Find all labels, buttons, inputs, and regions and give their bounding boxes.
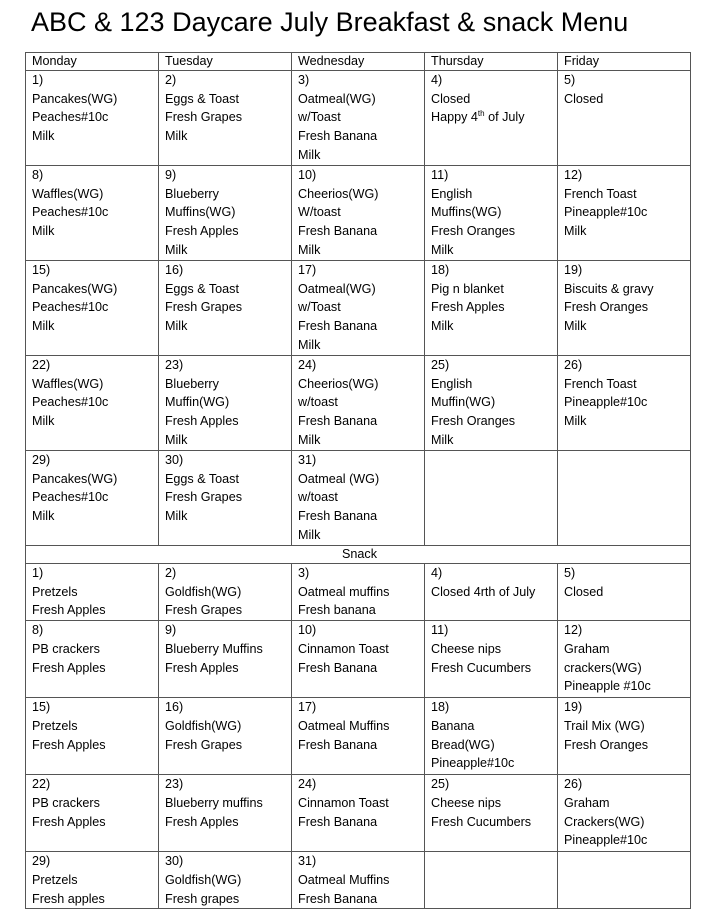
menu-line: Fresh Grapes: [165, 603, 242, 618]
menu-line: 22): [32, 777, 51, 792]
menu-line: Fresh Grapes: [165, 490, 242, 505]
menu-table-body: [26, 53, 691, 909]
snack-cell-monday: [26, 698, 159, 775]
menu-line: Milk: [298, 147, 321, 162]
menu-line: 12): [564, 623, 583, 638]
snack-cell-wednesday: [292, 698, 425, 775]
snack-cell-tuesday: [159, 775, 292, 852]
breakfast-cell-thursday: [425, 166, 558, 261]
menu-line: Fresh Banana: [298, 891, 378, 906]
menu-line: PB crackers: [32, 641, 100, 656]
snack-week-row: [26, 775, 691, 852]
menu-line: Milk: [564, 224, 587, 239]
snack-cell-monday: [26, 852, 159, 909]
breakfast-cell-thursday: [425, 356, 558, 451]
menu-line: French Toast: [564, 376, 637, 391]
snack-cell-thursday: [425, 698, 558, 775]
menu-line: 24): [298, 777, 317, 792]
menu-line: Waffles(WG): [32, 376, 104, 391]
menu-line: 4): [431, 73, 443, 87]
menu-line: Fresh Banana: [298, 224, 378, 239]
menu-line: Fresh Apples: [32, 737, 106, 752]
menu-line: Fresh Oranges: [564, 737, 648, 752]
menu-line: Fresh Oranges: [564, 300, 648, 315]
breakfast-week-row: [26, 451, 691, 546]
menu-line: Fresh Apples: [165, 414, 239, 429]
menu-line: Fresh Banana: [298, 414, 378, 429]
menu-line: Fresh Apples: [165, 224, 239, 239]
menu-line: Pancakes(WG): [32, 91, 118, 106]
breakfast-cell-friday: [558, 261, 691, 356]
breakfast-cell-monday: [26, 71, 159, 166]
menu-line: Muffin(WG): [165, 395, 230, 410]
menu-line: 10): [298, 168, 317, 182]
menu-line: 8): [32, 623, 44, 638]
snack-header-row: [26, 546, 691, 564]
snack-cell-friday: [558, 698, 691, 775]
menu-line: 9): [165, 168, 177, 182]
menu-line: Milk: [32, 414, 55, 429]
menu-line: Fresh Apples: [165, 660, 239, 675]
day-header-row: [26, 53, 691, 71]
menu-line: 4): [431, 566, 443, 580]
menu-line: Closed: [564, 584, 604, 599]
breakfast-cell-monday: [26, 451, 159, 546]
menu-line: 26): [564, 777, 583, 792]
menu-line: Milk: [32, 319, 55, 334]
menu-line: Milk: [165, 129, 188, 144]
menu-line: 29): [32, 854, 51, 869]
menu-line: 31): [298, 453, 317, 467]
snack-cell-friday: [558, 621, 691, 698]
menu-line: W/toast: [298, 205, 341, 220]
menu-line: Peaches#10c: [32, 300, 109, 315]
breakfast-week-row: [26, 356, 691, 451]
menu-line: Goldfish(WG): [165, 872, 242, 887]
menu-line: Peaches#10c: [32, 490, 109, 505]
day-header-friday: Friday: [558, 53, 691, 71]
menu-line: Fresh Apples: [32, 660, 106, 675]
menu-line: Happy 4th of July: [431, 109, 525, 125]
menu-line: Closed 4rth of July: [431, 584, 536, 599]
menu-line: Pancakes(WG): [32, 281, 118, 296]
menu-line: Muffins(WG): [431, 205, 502, 220]
menu-line: Milk: [298, 432, 321, 447]
menu-line: 9): [165, 623, 177, 638]
menu-line: Oatmeal muffins: [298, 584, 390, 599]
menu-line: Pineapple #10c: [564, 679, 651, 694]
page-title: ABC & 123 Daycare July Breakfast & snack Menu: [31, 7, 629, 37]
menu-line: Waffles(WG): [32, 186, 104, 201]
menu-line: Fresh Banana: [298, 737, 378, 752]
menu-line: Muffins(WG): [165, 205, 236, 220]
snack-cell-thursday: [425, 564, 558, 621]
snack-cell-wednesday: [292, 564, 425, 621]
snack-cell-thursday: [425, 852, 558, 909]
menu-line: Fresh grapes: [165, 891, 240, 906]
menu-line: Milk: [564, 319, 587, 334]
menu-line: w/toast: [298, 395, 338, 410]
snack-cell-thursday: [425, 621, 558, 698]
menu-line: w/Toast: [298, 300, 341, 315]
breakfast-cell-monday: [26, 261, 159, 356]
menu-line: Milk: [32, 509, 55, 524]
menu-line: 18): [431, 700, 450, 715]
menu-line: 11): [431, 623, 449, 638]
menu-line: 1): [32, 73, 44, 87]
menu-line: Milk: [431, 319, 454, 334]
day-header-thursday: Thursday: [425, 53, 558, 71]
menu-line: Closed: [564, 91, 604, 106]
menu-line: Fresh Apples: [431, 300, 505, 315]
menu-table: [25, 52, 691, 909]
breakfast-week-row: [26, 261, 691, 356]
menu-line: Oatmeal (WG): [298, 471, 380, 486]
breakfast-cell-monday: [26, 166, 159, 261]
menu-line: Pancakes(WG): [32, 471, 118, 486]
menu-line: 31): [298, 854, 317, 869]
menu-line: Oatmeal(WG): [298, 91, 376, 106]
menu-line: PB crackers: [32, 795, 100, 810]
menu-line: 16): [165, 700, 184, 715]
menu-line: Banana: [431, 718, 475, 733]
menu-line: Peaches#10c: [32, 110, 109, 125]
menu-line: Eggs & Toast: [165, 91, 239, 106]
menu-line: 25): [431, 358, 450, 372]
snack-cell-wednesday: [292, 621, 425, 698]
breakfast-cell-friday: [558, 166, 691, 261]
menu-line: 2): [165, 73, 177, 87]
menu-line: 12): [564, 168, 583, 182]
menu-line: 3): [298, 566, 310, 580]
menu-line: Fresh banana: [298, 603, 376, 618]
breakfast-week-row: [26, 166, 691, 261]
breakfast-cell-wednesday: [292, 261, 425, 356]
day-header-monday: Monday: [26, 53, 159, 71]
snack-cell-monday: [26, 621, 159, 698]
snack-week-row: [26, 852, 691, 909]
menu-line: 10): [298, 623, 317, 638]
menu-line: Pineapple#10c: [431, 756, 515, 771]
menu-line: Eggs & Toast: [165, 471, 239, 486]
menu-line: Blueberry: [165, 186, 219, 201]
menu-line: Blueberry Muffins: [165, 641, 263, 656]
menu-line: w/toast: [298, 490, 338, 505]
snack-cell-tuesday: [159, 852, 292, 909]
menu-line: Crackers(WG): [564, 814, 645, 829]
breakfast-cell-tuesday: [159, 356, 292, 451]
menu-line: 30): [165, 854, 184, 869]
menu-line: Fresh Grapes: [165, 110, 242, 125]
menu-line: Oatmeal Muffins: [298, 872, 390, 887]
menu-line: Goldfish(WG): [165, 718, 242, 733]
breakfast-cell-tuesday: [159, 166, 292, 261]
menu-line: Fresh Apples: [32, 603, 106, 618]
breakfast-cell-wednesday: [292, 356, 425, 451]
menu-line: Pretzels: [32, 718, 78, 733]
day-header-wednesday: Wednesday: [292, 53, 425, 71]
menu-line: 8): [32, 168, 44, 182]
menu-line: Peaches#10c: [32, 395, 109, 410]
breakfast-cell-thursday: [425, 261, 558, 356]
menu-line: Fresh Oranges: [431, 414, 515, 429]
breakfast-cell-friday: [558, 451, 691, 546]
snack-cell-monday: [26, 775, 159, 852]
menu-line: Fresh Banana: [298, 129, 378, 144]
menu-line: Fresh Cucumbers: [431, 660, 532, 675]
menu-line: 17): [298, 263, 317, 277]
menu-line: 17): [298, 700, 317, 715]
menu-line: Closed: [431, 91, 471, 106]
menu-line: Fresh Banana: [298, 660, 378, 675]
menu-line: Cheese nips: [431, 795, 502, 810]
snack-week-row: [26, 698, 691, 775]
menu-line: Pineapple#10c: [564, 833, 648, 848]
menu-line: English: [431, 186, 473, 201]
menu-line: 19): [564, 263, 583, 277]
breakfast-week-row: [26, 71, 691, 166]
breakfast-cell-monday: [26, 356, 159, 451]
breakfast-cell-tuesday: [159, 261, 292, 356]
breakfast-cell-friday: [558, 71, 691, 166]
snack-cell-friday: [558, 852, 691, 909]
menu-line: Biscuits & gravy: [564, 281, 654, 296]
breakfast-cell-thursday: [425, 451, 558, 546]
menu-line: 3): [298, 73, 310, 87]
menu-line: w/Toast: [298, 110, 341, 125]
menu-line: Cinnamon Toast: [298, 795, 389, 810]
menu-line: Fresh Grapes: [165, 300, 242, 315]
menu-line: Oatmeal Muffins: [298, 718, 390, 733]
menu-line: Fresh Banana: [298, 509, 378, 524]
menu-line: Fresh Grapes: [165, 737, 242, 752]
menu-line: Fresh Cucumbers: [431, 814, 532, 829]
snack-cell-thursday: [425, 775, 558, 852]
menu-line: 1): [32, 566, 44, 580]
menu-line: Milk: [165, 432, 188, 447]
snack-week-row: [26, 621, 691, 698]
menu-line: Pineapple#10c: [564, 205, 648, 220]
menu-line: Pineapple#10c: [564, 395, 648, 410]
menu-line: Fresh apples: [32, 891, 105, 906]
menu-line: crackers(WG): [564, 660, 642, 675]
menu-line: Milk: [298, 337, 321, 352]
menu-line: Pig n blanket: [431, 281, 504, 296]
snack-cell-tuesday: [159, 564, 292, 621]
menu-line: 19): [564, 700, 583, 715]
menu-line: Eggs & Toast: [165, 281, 239, 296]
menu-line: Fresh Apples: [32, 814, 106, 829]
snack-cell-friday: [558, 775, 691, 852]
breakfast-cell-tuesday: [159, 451, 292, 546]
menu-line: Trail Mix (WG): [564, 718, 645, 733]
menu-line: French Toast: [564, 186, 637, 201]
snack-cell-tuesday: [159, 698, 292, 775]
menu-line: Milk: [298, 242, 321, 257]
menu-line: 23): [165, 358, 184, 372]
breakfast-cell-wednesday: [292, 71, 425, 166]
snack-cell-wednesday: [292, 775, 425, 852]
menu-line: 5): [564, 73, 576, 87]
menu-line: Pretzels: [32, 584, 78, 599]
menu-line: Fresh Oranges: [431, 224, 515, 239]
menu-line: Milk: [431, 242, 454, 257]
menu-line: Oatmeal(WG): [298, 281, 376, 296]
menu-line: Blueberry: [165, 376, 219, 391]
menu-line: Cheese nips: [431, 641, 502, 656]
menu-line: Milk: [32, 129, 55, 144]
snack-cell-tuesday: [159, 621, 292, 698]
menu-line: Cheerios(WG): [298, 186, 379, 201]
menu-line: Fresh Banana: [298, 319, 378, 334]
menu-line: Fresh Banana: [298, 814, 378, 829]
menu-line: Milk: [32, 224, 55, 239]
menu-line: 29): [32, 453, 51, 467]
breakfast-cell-wednesday: [292, 166, 425, 261]
menu-line: Milk: [564, 414, 587, 429]
menu-line: Muffin(WG): [431, 395, 496, 410]
menu-line: Milk: [165, 242, 188, 257]
menu-line: Milk: [298, 527, 321, 542]
menu-line: 23): [165, 777, 184, 792]
menu-line: Milk: [431, 432, 454, 447]
snack-cell-wednesday: [292, 852, 425, 909]
breakfast-cell-tuesday: [159, 71, 292, 166]
menu-line: Cheerios(WG): [298, 376, 379, 391]
menu-line: 18): [431, 263, 450, 277]
day-header-tuesday: Tuesday: [159, 53, 292, 71]
menu-line: 2): [165, 566, 177, 580]
menu-line: 25): [431, 777, 450, 792]
menu-line: Milk: [165, 509, 188, 524]
breakfast-cell-thursday: [425, 71, 558, 166]
menu-line: Pretzels: [32, 872, 78, 887]
menu-line: 16): [165, 263, 184, 277]
menu-line: Fresh Apples: [165, 814, 239, 829]
menu-line: Blueberry muffins: [165, 795, 263, 810]
menu-line: Bread(WG): [431, 737, 495, 752]
menu-line: Milk: [165, 319, 188, 334]
snack-cell-friday: [558, 564, 691, 621]
menu-line: 30): [165, 453, 184, 467]
menu-line: 22): [32, 358, 51, 372]
snack-header: Snack: [26, 546, 691, 564]
menu-line: 15): [32, 263, 51, 277]
snack-week-row: [26, 564, 691, 621]
menu-line: 24): [298, 358, 317, 372]
menu-line: 11): [431, 168, 449, 182]
menu-line: 15): [32, 700, 51, 715]
menu-line: 26): [564, 358, 583, 372]
menu-line: 5): [564, 566, 576, 580]
breakfast-cell-friday: [558, 356, 691, 451]
menu-line: Graham: [564, 641, 610, 656]
menu-line: English: [431, 376, 473, 391]
menu-line: Goldfish(WG): [165, 584, 242, 599]
menu-line: Peaches#10c: [32, 205, 109, 220]
snack-cell-monday: [26, 564, 159, 621]
menu-line: Graham: [564, 795, 610, 810]
breakfast-cell-wednesday: [292, 451, 425, 546]
menu-line: Cinnamon Toast: [298, 641, 389, 656]
